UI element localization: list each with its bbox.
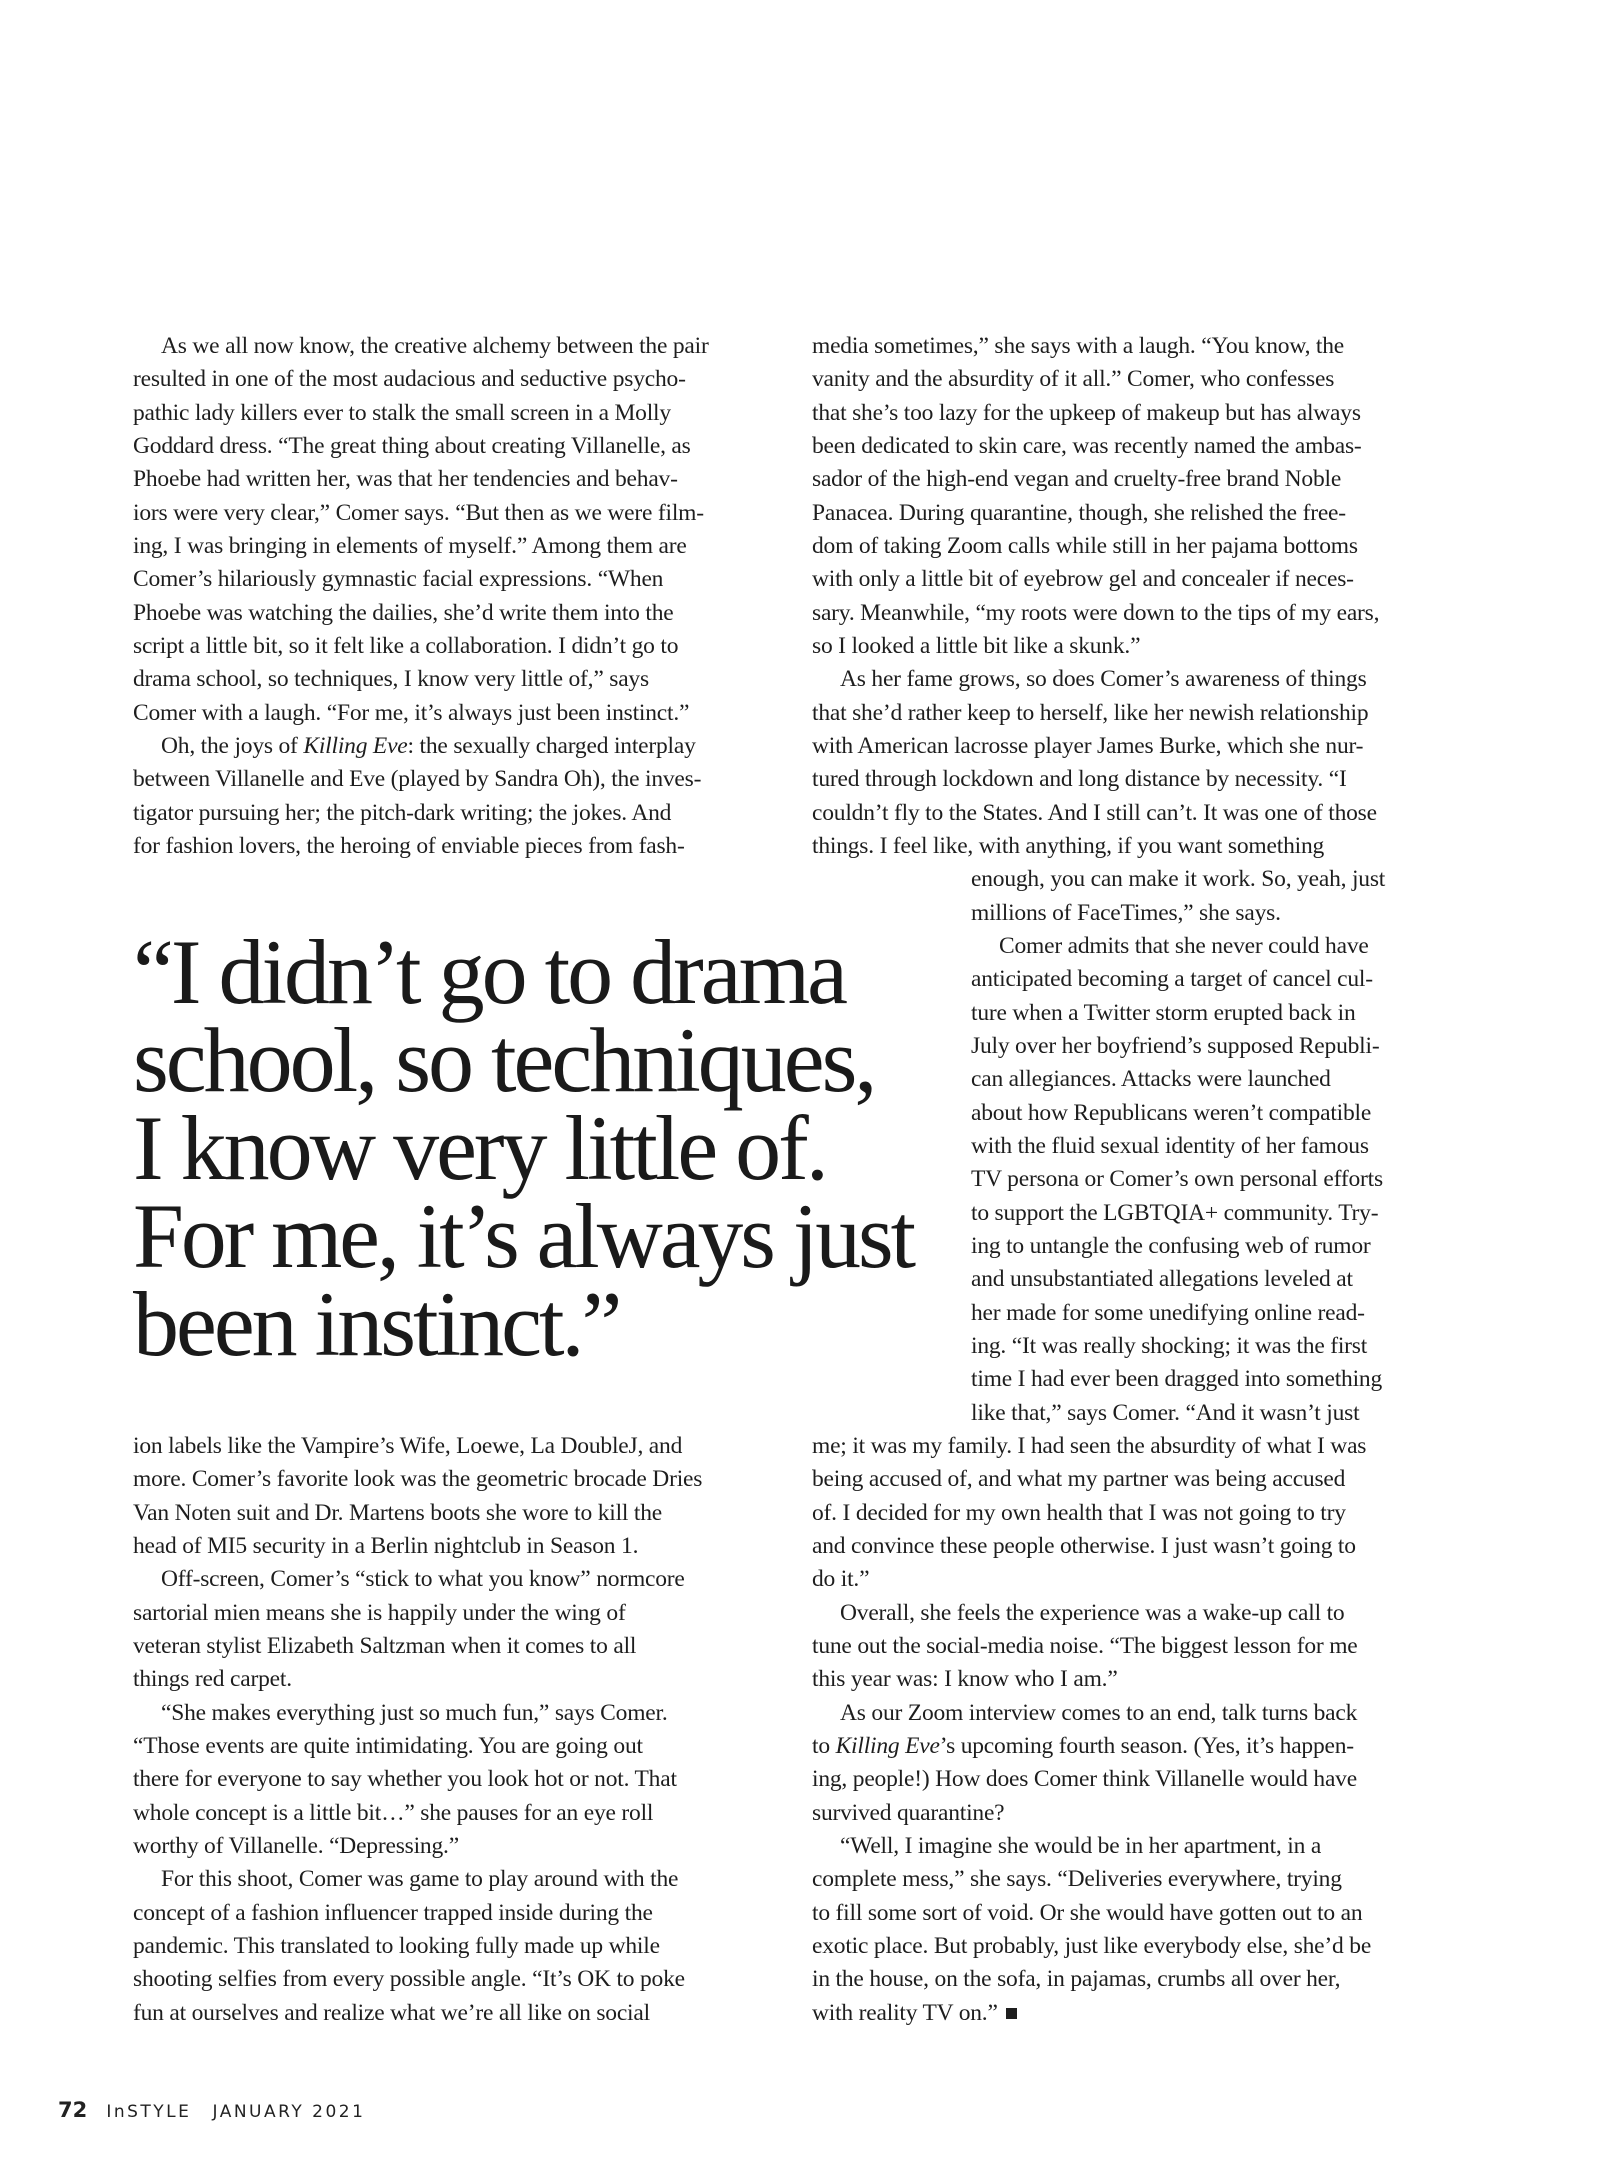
text-segment: in the house, on the sofa, in pajamas, crumbs all over her, bbox=[812, 1966, 1341, 1993]
text-segment: Goddard dress. “The great thing about creating Villanelle, as bbox=[133, 432, 691, 459]
right-column-line bbox=[840, 1830, 1321, 1863]
text-segment: there for everyone to say whether you look hot or not. That bbox=[133, 1766, 677, 1793]
text-segment: me; it was my family. I had seen the absurdity of what I was bbox=[812, 1432, 1367, 1459]
right-column-line bbox=[812, 430, 1362, 463]
text-segment: to fill some sort of void. Or she would have gotten out to an bbox=[812, 1899, 1363, 1926]
left-column-line bbox=[133, 397, 671, 430]
text-segment: tigator pursuing her; the pitch-dark writing; the jokes. And bbox=[133, 799, 672, 826]
right-column-line bbox=[812, 1630, 1358, 1663]
text-segment: Comer with a laugh. “For me, it’s always just been instinct.” bbox=[133, 699, 690, 726]
text-segment: drama school, so techniques, I know very little of,” says bbox=[133, 666, 649, 693]
right-column-line bbox=[971, 863, 1385, 896]
right-column-line bbox=[971, 1197, 1378, 1230]
text-segment: ing. “It was really shocking; it was the first bbox=[971, 1332, 1368, 1359]
pull-quote-line: For me, it’s always just bbox=[133, 1185, 914, 1287]
text-segment: Panacea. During quarantine, though, she relished the free- bbox=[812, 499, 1346, 526]
right-column-line bbox=[812, 1563, 869, 1596]
right-column-line bbox=[971, 997, 1356, 1030]
text-segment: script a little bit, so it felt like a collaboration. I didn’t go to bbox=[133, 632, 679, 659]
right-column-line bbox=[812, 763, 1347, 796]
issue-date: JANUARY 2021 bbox=[212, 2102, 366, 2122]
right-column-line bbox=[971, 1397, 1359, 1430]
text-segment: so I looked a little bit like a skunk.” bbox=[812, 632, 1141, 659]
text-segment: survived quarantine? bbox=[812, 1799, 1005, 1826]
text-segment: “Those events are quite intimidating. You are going out bbox=[133, 1732, 643, 1759]
text-segment: things red carpet. bbox=[133, 1666, 292, 1693]
left-column-line bbox=[133, 430, 691, 463]
right-column-line bbox=[812, 797, 1377, 830]
text-segment: Phoebe had written her, was that her tendencies and behav- bbox=[133, 466, 678, 493]
pull-quote-line: been instinct.” bbox=[133, 1273, 620, 1375]
text-segment: For this shoot, Comer was game to play around with the bbox=[161, 1866, 679, 1893]
text-segment: and convince these people otherwise. I just wasn’t going to bbox=[812, 1532, 1356, 1559]
right-column-line bbox=[840, 1697, 1357, 1730]
text-segment: anticipated becoming a target of cancel cul- bbox=[971, 966, 1373, 993]
text-segment: with American lacrosse player James Burke, which she nur- bbox=[812, 732, 1364, 759]
right-column-line bbox=[971, 1330, 1367, 1363]
text-segment: media sometimes,” she says with a laugh. “You know, the bbox=[812, 333, 1345, 359]
left-column-line bbox=[133, 497, 704, 530]
text-segment: iors were very clear,” Comer says. “But then as we were film- bbox=[133, 499, 704, 526]
right-column-line bbox=[812, 830, 1324, 863]
right-column-line bbox=[812, 1497, 1346, 1530]
right-column-line bbox=[812, 730, 1363, 763]
left-column-line bbox=[133, 1897, 653, 1930]
left-column-line bbox=[133, 763, 701, 796]
pull-quote-line: school, so techniques, bbox=[133, 1009, 875, 1111]
right-column-line bbox=[812, 1430, 1366, 1463]
left-column-line bbox=[133, 530, 687, 563]
text-segment: with only a little bit of eyebrow gel and concealer if neces- bbox=[812, 566, 1354, 593]
right-column-line bbox=[812, 1530, 1356, 1563]
text-segment: “Well, I imagine she would be in her apartment, in a bbox=[840, 1832, 1322, 1859]
text-segment: time I had ever been dragged into something bbox=[971, 1366, 1383, 1393]
page-number: 72 bbox=[58, 2098, 88, 2122]
text-segment: “She makes everything just so much fun,” says Comer. bbox=[161, 1699, 668, 1726]
text-segment: enough, you can make it work. So, yeah, just bbox=[971, 866, 1386, 893]
right-column-line bbox=[812, 597, 1379, 630]
text-segment: this year was: I know who I am.” bbox=[812, 1666, 1118, 1693]
right-column-line bbox=[971, 1363, 1382, 1396]
pull-quote bbox=[133, 921, 917, 1375]
text-segment: being accused of, and what my partner was being accused bbox=[812, 1466, 1346, 1493]
right-column-line bbox=[812, 1997, 1017, 2030]
left-column-line bbox=[133, 1630, 636, 1663]
text-segment: Comer admits that she never could have bbox=[999, 932, 1369, 959]
left-column-line bbox=[133, 1930, 660, 1963]
right-column-line bbox=[812, 463, 1341, 496]
right-column-line bbox=[971, 1063, 1331, 1096]
text-segment: Oh, the joys of bbox=[161, 732, 304, 759]
text-segment: can allegiances. Attacks were launched bbox=[971, 1066, 1331, 1093]
pull-quote-line: I know very little of. bbox=[133, 1097, 826, 1199]
text-segment: tured through lockdown and long distance by necessity. “I bbox=[812, 766, 1347, 793]
right-column-line bbox=[971, 1297, 1365, 1330]
right-column-line bbox=[812, 1730, 1354, 1763]
left-column-line bbox=[133, 1730, 643, 1763]
right-column-line bbox=[812, 1897, 1362, 1930]
italic-title: Killing Eve bbox=[835, 1732, 940, 1759]
text-segment: dom of taking Zoom calls while still in her pajama bottoms bbox=[812, 532, 1358, 559]
text-segment: pandemic. This translated to looking fully made up while bbox=[133, 1932, 660, 1959]
right-column-line bbox=[812, 563, 1354, 596]
left-column-line bbox=[133, 597, 674, 630]
left-column-line bbox=[133, 1530, 638, 1563]
right-column-line bbox=[812, 1663, 1118, 1696]
text-segment: of. I decided for my own health that I was not going to try bbox=[812, 1499, 1346, 1526]
right-column-line bbox=[812, 1930, 1371, 1963]
right-column-line bbox=[812, 1797, 1004, 1830]
text-segment: to bbox=[812, 1732, 836, 1759]
text-segment: ion labels like the Vampire’s Wife, Loewe, La DoubleJ, and bbox=[133, 1432, 683, 1459]
text-segment: As her fame grows, so does Comer’s awareness of things bbox=[840, 666, 1367, 693]
left-column-line bbox=[133, 1430, 682, 1463]
right-column-line bbox=[971, 1097, 1371, 1130]
text-segment: ture when a Twitter storm erupted back in bbox=[971, 999, 1356, 1026]
right-column-line bbox=[999, 930, 1369, 963]
left-column-line bbox=[133, 1963, 685, 1996]
text-segment: Phoebe was watching the dailies, she’d write them into the bbox=[133, 599, 674, 626]
text-segment: As our Zoom interview comes to an end, talk turns back bbox=[840, 1699, 1358, 1726]
text-segment: like that,” says Comer. “And it wasn’t just bbox=[971, 1399, 1360, 1426]
right-column-line bbox=[971, 1263, 1353, 1296]
end-mark-icon bbox=[1006, 2008, 1017, 2019]
text-segment: sartorial mien means she is happily under the wing of bbox=[133, 1599, 626, 1626]
text-segment: TV persona or Comer’s own personal efforts bbox=[971, 1166, 1383, 1193]
left-column-line bbox=[161, 330, 709, 363]
pull-quote-line: “I didn’t go to drama bbox=[133, 921, 845, 1023]
text-segment: to support the LGBTQIA+ community. Try- bbox=[971, 1199, 1379, 1226]
page-footer bbox=[58, 2098, 365, 2122]
left-column-line bbox=[133, 697, 689, 730]
text-segment: sary. Meanwhile, “my roots were down to the tips of my ears, bbox=[812, 599, 1380, 626]
left-column-line bbox=[161, 1563, 685, 1596]
text-segment: for fashion lovers, the heroing of enviable pieces from fash- bbox=[133, 832, 685, 859]
left-column-line bbox=[133, 563, 663, 596]
left-column-line bbox=[161, 730, 696, 763]
text-segment: Overall, she feels the experience was a wake-up call to bbox=[840, 1599, 1345, 1626]
text-segment: Comer’s hilariously gymnastic facial expressions. “When bbox=[133, 566, 664, 593]
left-column-line bbox=[133, 1797, 653, 1830]
text-segment: her made for some unedifying online read- bbox=[971, 1299, 1365, 1326]
text-segment: concept of a fashion influencer trapped inside during the bbox=[133, 1899, 653, 1926]
text-segment: worthy of Villanelle. “Depressing.” bbox=[133, 1832, 459, 1859]
right-column-line bbox=[840, 663, 1367, 696]
text-segment: : the sexually charged interplay bbox=[407, 732, 696, 759]
left-column-line bbox=[133, 1997, 650, 2030]
text-segment: As we all now know, the creative alchemy between the pair bbox=[161, 333, 709, 359]
text-segment: ing, I was bringing in elements of myself.” Among them are bbox=[133, 532, 687, 559]
text-segment: more. Comer’s favorite look was the geometric brocade Dries bbox=[133, 1466, 703, 1493]
text-segment: pathic lady killers ever to stalk the small screen in a Molly bbox=[133, 399, 671, 426]
text-segment: vanity and the absurdity of it all.” Comer, who confesses bbox=[812, 366, 1335, 393]
right-column-line bbox=[812, 1763, 1357, 1796]
text-segment: veteran stylist Elizabeth Saltzman when it comes to all bbox=[133, 1632, 637, 1659]
left-column-line bbox=[133, 1663, 292, 1696]
text-segment: been dedicated to skin care, was recently named the ambas- bbox=[812, 432, 1362, 459]
right-column-line bbox=[971, 963, 1373, 996]
text-segment: between Villanelle and Eve (played by Sandra Oh), the inves- bbox=[133, 766, 702, 793]
right-column-line bbox=[812, 497, 1346, 530]
text-segment: ing, people!) How does Comer think Villanelle would have bbox=[812, 1766, 1357, 1793]
text-segment: ’s upcoming fourth season. (Yes, it’s happen- bbox=[939, 1732, 1354, 1759]
text-segment: fun at ourselves and realize what we’re all like on social bbox=[133, 1999, 650, 2026]
text-segment: Off-screen, Comer’s “stick to what you know” normcore bbox=[161, 1566, 685, 1593]
italic-title: Killing Eve bbox=[303, 732, 408, 759]
right-column-line bbox=[812, 1463, 1345, 1496]
text-segment: couldn’t fly to the States. And I still can’t. It was one of those bbox=[812, 799, 1377, 826]
right-column-line bbox=[971, 1030, 1379, 1063]
text-segment: that she’d rather keep to herself, like her newish relationship bbox=[812, 699, 1369, 726]
right-column-line bbox=[840, 1597, 1344, 1630]
text-segment: shooting selfies from every possible angle. “It’s OK to poke bbox=[133, 1966, 685, 1993]
magazine-name: InSTYLE bbox=[106, 2102, 192, 2122]
text-segment: millions of FaceTimes,” she says. bbox=[971, 899, 1281, 926]
text-segment: things. I feel like, with anything, if you want something bbox=[812, 832, 1325, 859]
text-segment: resulted in one of the most audacious and seductive psycho- bbox=[133, 366, 686, 393]
right-column-line bbox=[812, 530, 1358, 563]
right-column-line bbox=[812, 397, 1361, 430]
left-column-line bbox=[133, 630, 678, 663]
text-segment: and unsubstantiated allegations leveled at bbox=[971, 1266, 1353, 1293]
left-column-line bbox=[133, 1830, 459, 1863]
text-segment: with reality TV on.” bbox=[812, 1999, 998, 2026]
text-segment: that she’s too lazy for the upkeep of makeup but has always bbox=[812, 399, 1361, 426]
text-segment: whole concept is a little bit…” she pauses for an eye roll bbox=[133, 1799, 654, 1826]
text-segment: July over her boyfriend’s supposed Republi- bbox=[971, 1032, 1380, 1059]
left-column-line bbox=[133, 797, 671, 830]
left-column-line bbox=[133, 463, 678, 496]
right-column-line bbox=[971, 897, 1281, 930]
right-column-line bbox=[812, 697, 1368, 730]
text-segment: sador of the high-end vegan and cruelty-free brand Noble bbox=[812, 466, 1342, 493]
right-column-line bbox=[812, 330, 1344, 363]
left-column-line bbox=[133, 363, 686, 396]
text-segment: ing to untangle the confusing web of rumor bbox=[971, 1232, 1371, 1259]
right-column-line bbox=[971, 1163, 1383, 1196]
text-segment: tune out the social-media noise. “The biggest lesson for me bbox=[812, 1632, 1358, 1659]
left-column-line bbox=[161, 1863, 678, 1896]
text-segment: with the fluid sexual identity of her famous bbox=[971, 1132, 1369, 1159]
text-segment: about how Republicans weren’t compatible bbox=[971, 1099, 1372, 1126]
text-segment: do it.” bbox=[812, 1566, 870, 1593]
right-column-line bbox=[812, 363, 1334, 396]
left-column-line bbox=[133, 1597, 626, 1630]
text-segment: exotic place. But probably, just like everybody else, she’d be bbox=[812, 1932, 1372, 1959]
left-column-line bbox=[161, 1697, 668, 1730]
right-column-line bbox=[812, 630, 1140, 663]
right-column-line bbox=[971, 1130, 1369, 1163]
text-segment: Van Noten suit and Dr. Martens boots she wore to kill the bbox=[133, 1499, 663, 1526]
left-column-line bbox=[133, 1497, 662, 1530]
left-column-line bbox=[133, 1763, 677, 1796]
text-segment: head of MI5 security in a Berlin nightclub in Season 1. bbox=[133, 1532, 639, 1559]
left-column-line bbox=[133, 830, 685, 863]
text-segment: complete mess,” she says. “Deliveries everywhere, trying bbox=[812, 1866, 1342, 1893]
left-column-line bbox=[133, 1463, 702, 1496]
right-column-line bbox=[812, 1963, 1340, 1996]
left-column-line bbox=[133, 663, 649, 696]
right-column-line bbox=[971, 1230, 1371, 1263]
right-column-line bbox=[812, 1863, 1342, 1896]
